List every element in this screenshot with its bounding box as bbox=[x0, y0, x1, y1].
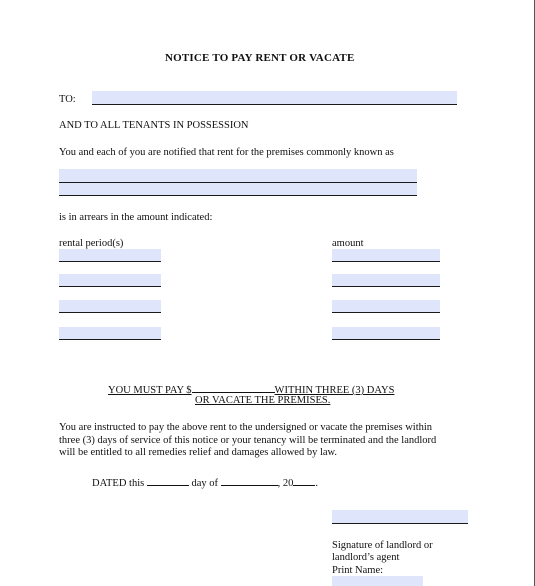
amount-label: amount bbox=[332, 238, 364, 249]
instruction-line-2: three (3) days of service of this notice or your tenancy will be terminated and the landlord bbox=[59, 435, 437, 446]
must-pay-amount-blank[interactable] bbox=[192, 381, 275, 393]
rental-period-field-4[interactable] bbox=[59, 327, 161, 340]
dated-end: . bbox=[315, 478, 319, 489]
rental-period-field-3[interactable] bbox=[59, 300, 161, 313]
signature-label-line-1: Signature of landlord or bbox=[332, 540, 433, 551]
signature-field[interactable] bbox=[332, 510, 468, 524]
dated-year-blank[interactable] bbox=[293, 474, 315, 486]
dated-day-of: day of bbox=[191, 478, 219, 489]
print-name-field[interactable] bbox=[332, 576, 423, 586]
dated-line bbox=[92, 474, 318, 490]
rental-period-field-2[interactable] bbox=[59, 274, 161, 287]
instruction-line-3: will be entitled to all remedies relief and damages allowed by law. bbox=[59, 447, 338, 458]
amount-field-2[interactable] bbox=[332, 274, 440, 287]
all-tenants-heading: AND TO ALL TENANTS IN POSSESSION bbox=[59, 120, 249, 131]
print-name-label: Print Name: bbox=[332, 565, 384, 576]
dated-month-blank[interactable] bbox=[221, 474, 278, 486]
rental-period-field-1[interactable] bbox=[59, 249, 161, 262]
arrears-text: is in arrears in the amount indicated: bbox=[59, 212, 213, 223]
notified-text: You and each of you are notified that rent for the premises commonly known as bbox=[59, 147, 394, 158]
amount-field-4[interactable] bbox=[332, 327, 440, 340]
to-label: TO: bbox=[59, 94, 76, 105]
to-field[interactable] bbox=[92, 91, 457, 105]
must-pay-prefix: YOU MUST PAY $ bbox=[108, 385, 192, 396]
dated-year-prefix: , 20 bbox=[277, 478, 294, 489]
instruction-line-1: You are instructed to pay the above rent to the undersigned or vacate the premises within bbox=[59, 422, 433, 433]
or-vacate-text: OR VACATE THE PREMISES. bbox=[195, 395, 331, 406]
rental-period-label: rental period(s) bbox=[59, 238, 124, 249]
must-pay-suffix: WITHIN THREE (3) DAYS bbox=[274, 385, 395, 396]
premises-field-2[interactable] bbox=[59, 183, 417, 196]
dated-prefix: DATED this bbox=[92, 478, 145, 489]
document-title: NOTICE TO PAY RENT OR VACATE bbox=[165, 52, 355, 64]
dated-day-blank[interactable] bbox=[147, 474, 189, 486]
amount-field-1[interactable] bbox=[332, 249, 440, 262]
amount-field-3[interactable] bbox=[332, 300, 440, 313]
signature-label-line-2: landlord’s agent bbox=[332, 552, 400, 563]
premises-field-1[interactable] bbox=[59, 169, 417, 183]
